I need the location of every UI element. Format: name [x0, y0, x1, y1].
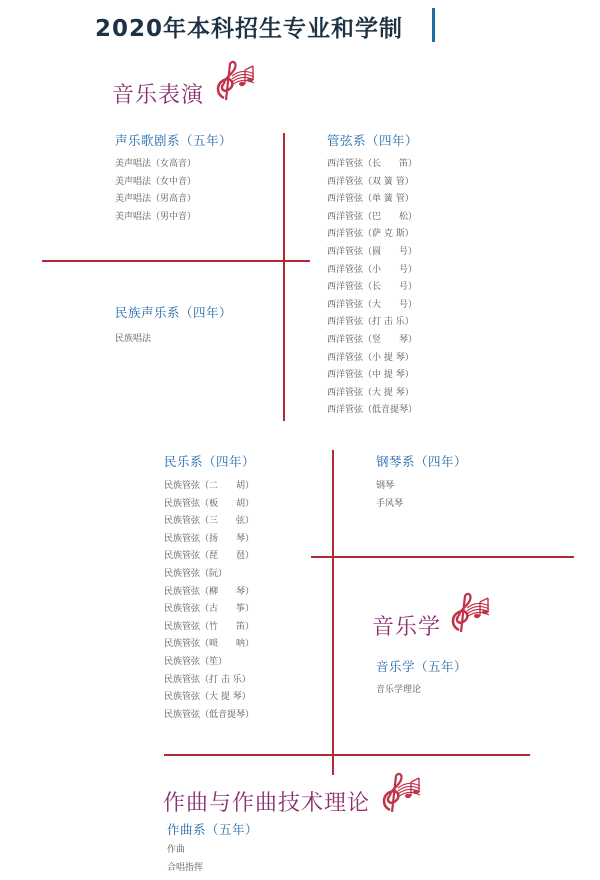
list-item: 美声唱法（女中音）	[115, 176, 197, 187]
list-item: 手风琴	[376, 498, 404, 509]
major-list-chinese-instruments	[164, 478, 254, 724]
dept-vocal-opera: 声乐歌剧系（五年）	[115, 133, 233, 148]
list-item: 民族管弦（大 提 琴）	[164, 692, 251, 703]
list-item: 美声唱法（女高音）	[115, 159, 197, 169]
list-item: 西洋管弦（小 提 琴）	[327, 352, 414, 363]
treble-clef-note-icon	[210, 58, 256, 104]
list-item: 西洋管弦（打 击 乐）	[327, 317, 414, 328]
list-item: 民族管弦（低音提琴）	[164, 709, 255, 720]
major-list-vocal-opera	[115, 156, 196, 226]
title-accent-bar	[432, 8, 435, 42]
list-item: 民族唱法	[115, 334, 152, 344]
list-item: 民族管弦（扬 琴）	[164, 533, 255, 544]
dept-musicology: 音乐学（五年）	[376, 659, 468, 674]
list-item: 美声唱法（男高音）	[115, 194, 197, 205]
list-item: 民族管弦（三 弦）	[164, 516, 255, 527]
divider-horizontal-upper	[42, 260, 310, 262]
list-item: 西洋管弦（小 号）	[327, 264, 418, 275]
major-list-piano	[376, 478, 403, 513]
list-item: 西洋管弦（长 笛）	[327, 159, 418, 169]
list-item: 西洋管弦（萨 克 斯）	[327, 229, 414, 240]
list-item: 钢琴	[376, 481, 395, 491]
dept-ethnic-vocal: 民族声乐系（四年）	[115, 305, 233, 320]
treble-clef-note-icon	[376, 770, 422, 816]
list-item: 民族管弦（板 胡）	[164, 498, 255, 509]
list-item: 民族管弦（竹 笛）	[164, 621, 255, 632]
list-item: 民族管弦（笙）	[164, 656, 228, 667]
list-item: 合唱指挥	[167, 862, 204, 873]
list-item: 民族管弦（柳 琴）	[164, 586, 255, 597]
major-list-orchestral	[327, 156, 417, 420]
divider-vertical-lower	[332, 450, 334, 775]
divider-vertical-upper	[283, 133, 285, 421]
list-item: 西洋管弦（中 提 琴）	[327, 370, 414, 381]
list-item: 西洋管弦（单 簧 管）	[327, 194, 414, 205]
section-heading-musicology: 音乐学	[372, 615, 442, 640]
list-item: 民族管弦（打 击 乐）	[164, 674, 251, 685]
dept-composition: 作曲系（五年）	[167, 822, 259, 837]
list-item: 作曲	[167, 845, 186, 855]
list-item: 西洋管弦（双 簧 管）	[327, 176, 414, 187]
list-item: 西洋管弦（长 号）	[327, 282, 418, 293]
list-item: 民族管弦（阮）	[164, 568, 228, 579]
major-list-composition	[167, 842, 203, 877]
list-item: 西洋管弦（低音提琴）	[327, 405, 418, 416]
list-item: 西洋管弦（圆 号）	[327, 246, 418, 257]
list-item: 美声唱法（男中音）	[115, 211, 197, 222]
dept-orchestral: 管弦系（四年）	[327, 133, 419, 148]
section-heading-performance: 音乐表演	[112, 83, 205, 108]
list-item: 音乐学理论	[376, 685, 422, 695]
list-item: 西洋管弦（大 提 琴）	[327, 387, 414, 398]
list-item: 民族管弦（琵 琶）	[164, 551, 255, 562]
list-item: 民族管弦（古 筝）	[164, 604, 255, 615]
list-item: 西洋管弦（巴 松）	[327, 211, 418, 222]
dept-chinese-instruments: 民乐系（四年）	[164, 454, 256, 469]
major-list-ethnic-vocal	[115, 331, 151, 349]
section-heading-composition: 作曲与作曲技术理论	[163, 791, 371, 816]
list-item: 民族管弦（二 胡）	[164, 481, 255, 491]
dept-piano: 钢琴系（四年）	[376, 454, 468, 469]
divider-horizontal-middle	[311, 556, 574, 558]
treble-clef-note-icon	[445, 590, 491, 636]
major-list-musicology	[376, 682, 421, 700]
list-item: 民族管弦（唢 呐）	[164, 639, 255, 650]
divider-horizontal-lower	[164, 754, 530, 756]
list-item: 西洋管弦（竖 琴）	[327, 334, 418, 345]
list-item: 西洋管弦（大 号）	[327, 299, 418, 310]
page-title: 2020年本科招生专业和学制	[95, 16, 404, 42]
